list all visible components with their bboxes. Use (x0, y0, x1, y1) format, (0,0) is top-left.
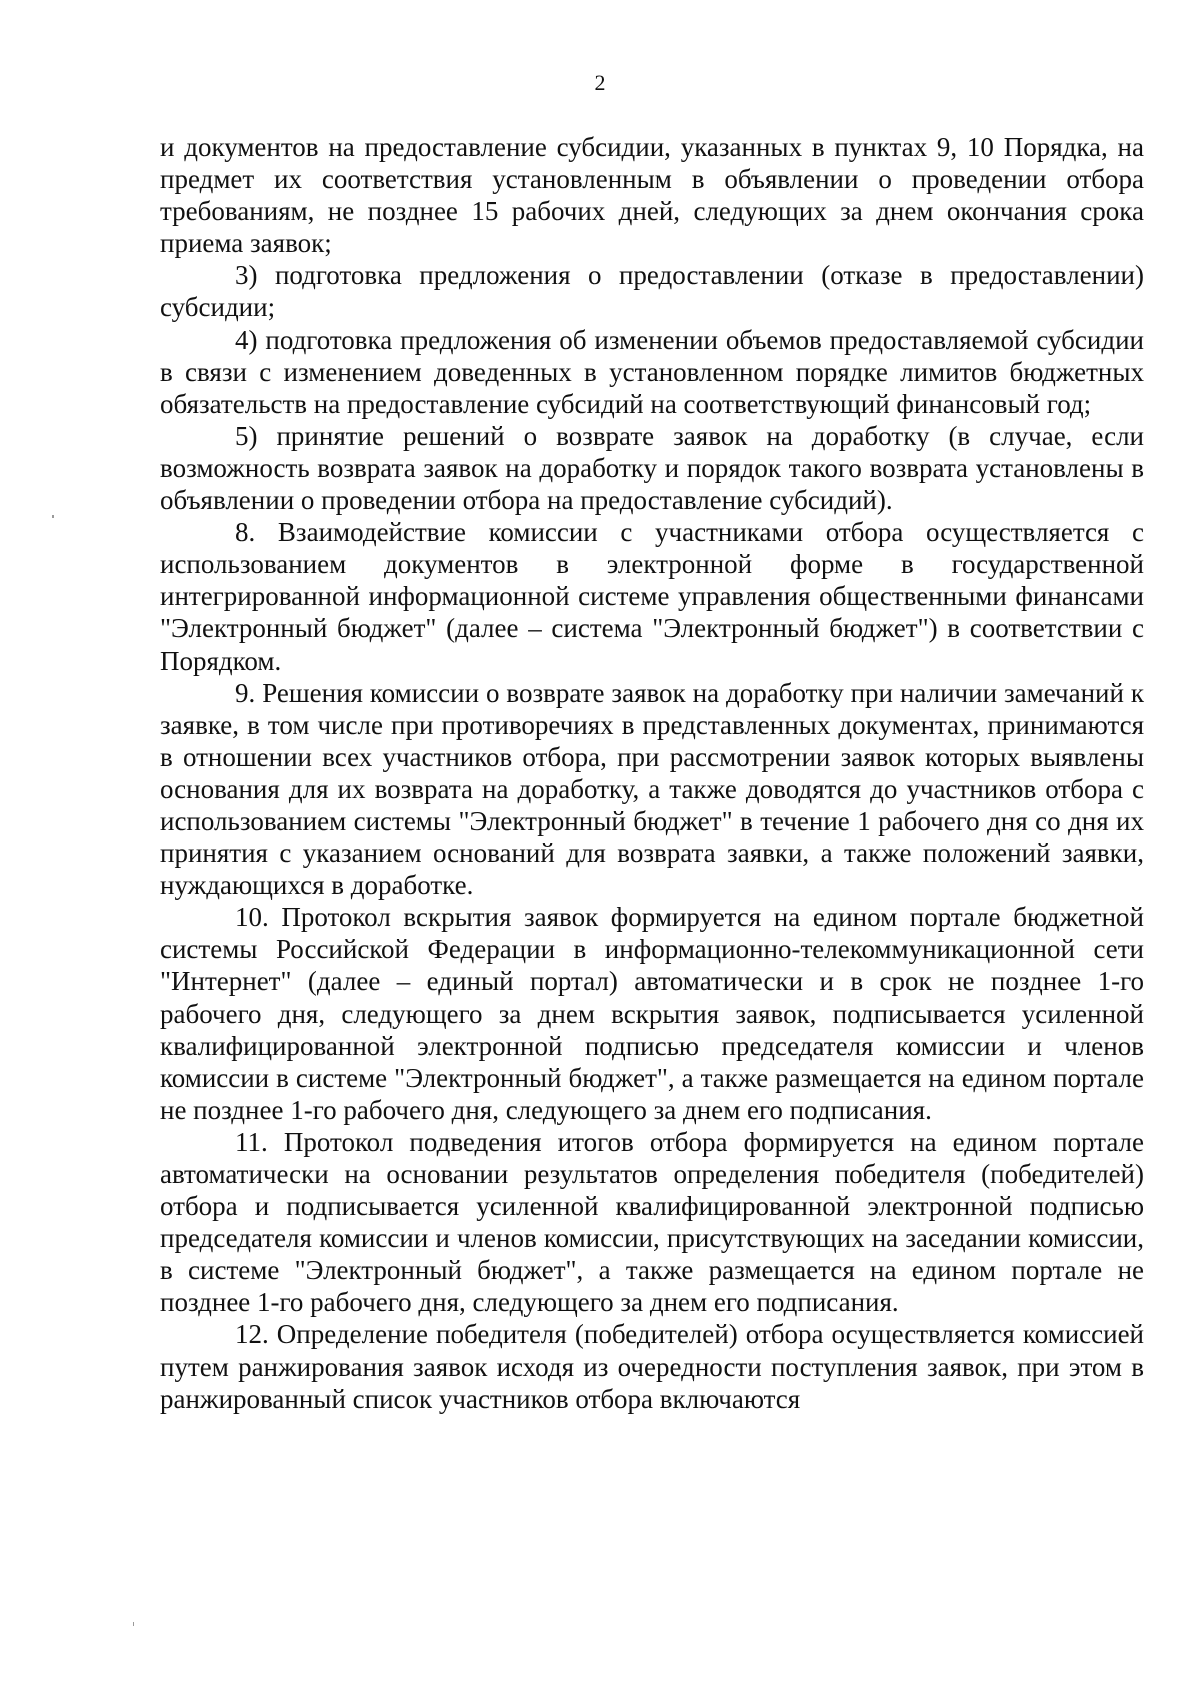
scan-speck (52, 515, 54, 518)
paragraph-item-5: 5) принятие решений о возврате заявок на доработку (в случае, если возможность возврата заявок на доработку и порядок такого возврата установлены в объявлении о проведении отбора на предоставление субсидий). (160, 420, 1144, 516)
paragraph-clause-10: 10. Протокол вскрытия заявок формируется на едином портале бюджетной системы Российской Федерации в информационно-телекоммуникационной сети "Интернет" (далее – единый портал) автоматически и в срок не позднее 1-го рабочего дня, следующего за днем вскрытия заявок, подписывается усиленной квалифицированной электронной подписью председателя комиссии и членов комиссии в системе "Электронный бюджет", а также размещается на едином портале не позднее 1-го рабочего дня, следующего за днем его подписания. (160, 902, 1144, 1125)
document-body (160, 131, 1144, 1415)
paragraph-clause-9: 9. Решения комиссии о возврате заявок на доработку при наличии замечаний к заявке, в том числе при противоречиях в представленных документах, принимаются в отношении всех участников отбора, при рассмотрении заявок которых выявлены основания для их возврата на доработку, а также доводятся до участников отбора с использованием системы "Электронный бюджет" в течение 1 рабочего дня со дня их принятия с указанием оснований для возврата заявки, а также положений заявки, нуждающихся в доработке. (160, 677, 1144, 901)
paragraph-item-4: 4) подготовка предложения об изменении объемов предоставляемой субсидии в связи с изменением доведенных в установленном порядке лимитов бюджетных обязательств на предоставление субсидий на соответствующий финансовый год; (160, 324, 1144, 419)
page-number: 2 (594, 70, 606, 95)
paragraph-continuation: и документов на предоставление субсидии, указанных в пунктах 9, 10 Порядка, на предмет их соответствия установленным в объявлении о проведении отбора требованиям, не позднее 15 рабочих дней, следующих за днем окончания срока приема заявок; (160, 132, 1144, 259)
paragraph-clause-11: 11. Протокол подведения итогов отбора формируется на едином портале автоматически на основании результатов определения победителя (победителей) отбора и подписывается усиленной квалифицированной электронной подписью председателя комиссии и членов комиссии, присутствующих на заседании комиссии, в системе "Электронный бюджет", а также размещается на едином портале не позднее 1-го рабочего дня, следующего за днем его подписания. (160, 1126, 1144, 1318)
scan-speck (133, 1622, 134, 1626)
paragraph-item-3: 3) подготовка предложения о предоставлении (отказе в предоставлении) субсидии; (160, 260, 1144, 323)
paragraph-clause-12: 12. Определение победителя (победителей) отбора осуществляется комиссией путем ранжирования заявок исходя из очередности поступления заявок, при этом в ранжированный список участников отбора включаются (160, 1319, 1144, 1414)
paragraph-clause-8: 8. Взаимодействие комиссии с участниками отбора осуществляется с использованием документов в электронной форме в государственной интегрированной информационной системе управления общественными финансами "Электронный бюджет" (далее – система "Электронный бюджет") в соответствии с Порядком. (160, 517, 1144, 676)
